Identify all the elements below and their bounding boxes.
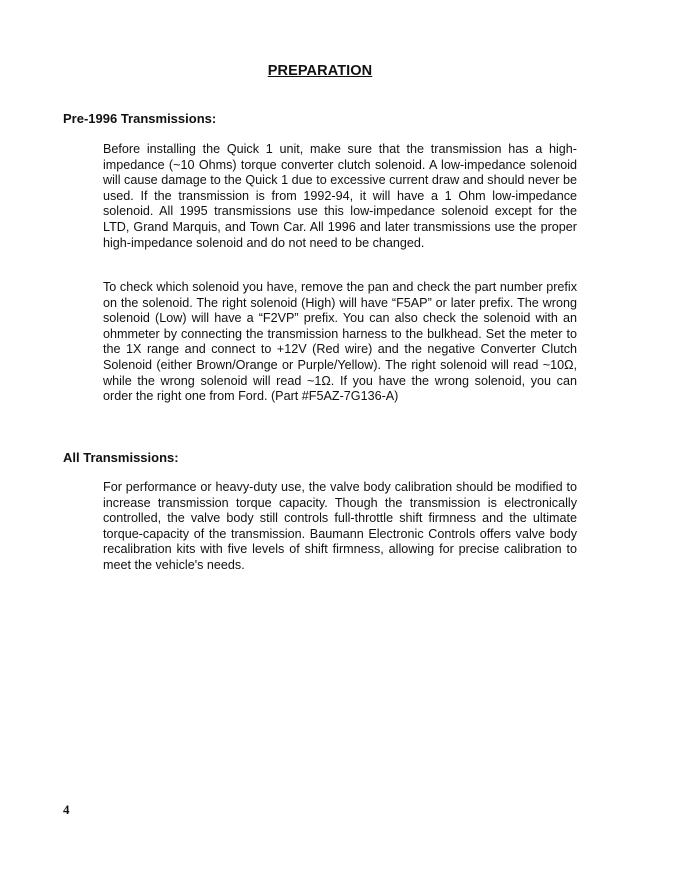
paragraph-valve-body: For performance or heavy-duty use, the valve body calibration should be modified to increase transmission torque capacity. Though the transmission is electronically controlled, the valve body still controls full-throttle shift firmness and the ultimate torque-capacity of the transmission. Baumann Electronic Controls offers valve body recalibration kits with five levels of shift firmness, allowing for precise calibration to meet the vehicle's needs. [103, 480, 577, 572]
section-heading-pre-1996: Pre-1996 Transmissions: [63, 111, 217, 126]
paragraph-solenoid-impedance: Before installing the Quick 1 unit, make sure that the transmission has a high-impedance (~10 Ohms) torque converter clutch solenoid. A low-impedance solenoid will cause damage to the Quick 1 due to excessive current draw and should never be used. If the transmission is from 1992-94, it will have a 1 Ohm low-impedance solenoid. All 1995 transmissions use this low-impedance solenoid except for the LTD, Grand Marquis, and Town Car. All 1996 and later transmissions use the proper high-impedance solenoid and do not need to be changed. [103, 142, 577, 250]
section-heading-all-transmissions: All Transmissions: [63, 450, 179, 465]
page-title: PREPARATION [267, 63, 373, 79]
page-number: 4 [63, 802, 70, 817]
paragraph-solenoid-check: To check which solenoid you have, remove the pan and check the part number prefix on the solenoid. The right solenoid (High) will have “F5AP” or later prefix. The wrong solenoid (Low) will have a “F2VP” prefix. You can also check the solenoid with an ohmmeter by connecting the transmission harness to the bulkhead. Set the meter to the 1X range and connect to +12V (Red wire) and the negative Converter Clutch Solenoid (either Brown/Orange or Purple/Yellow). The right solenoid will read ~10Ω, while the wrong solenoid will read ~1Ω. If you have the wrong solenoid, you can order the right one from Ford. (Part #F5AZ-7G136-A) [103, 280, 577, 404]
